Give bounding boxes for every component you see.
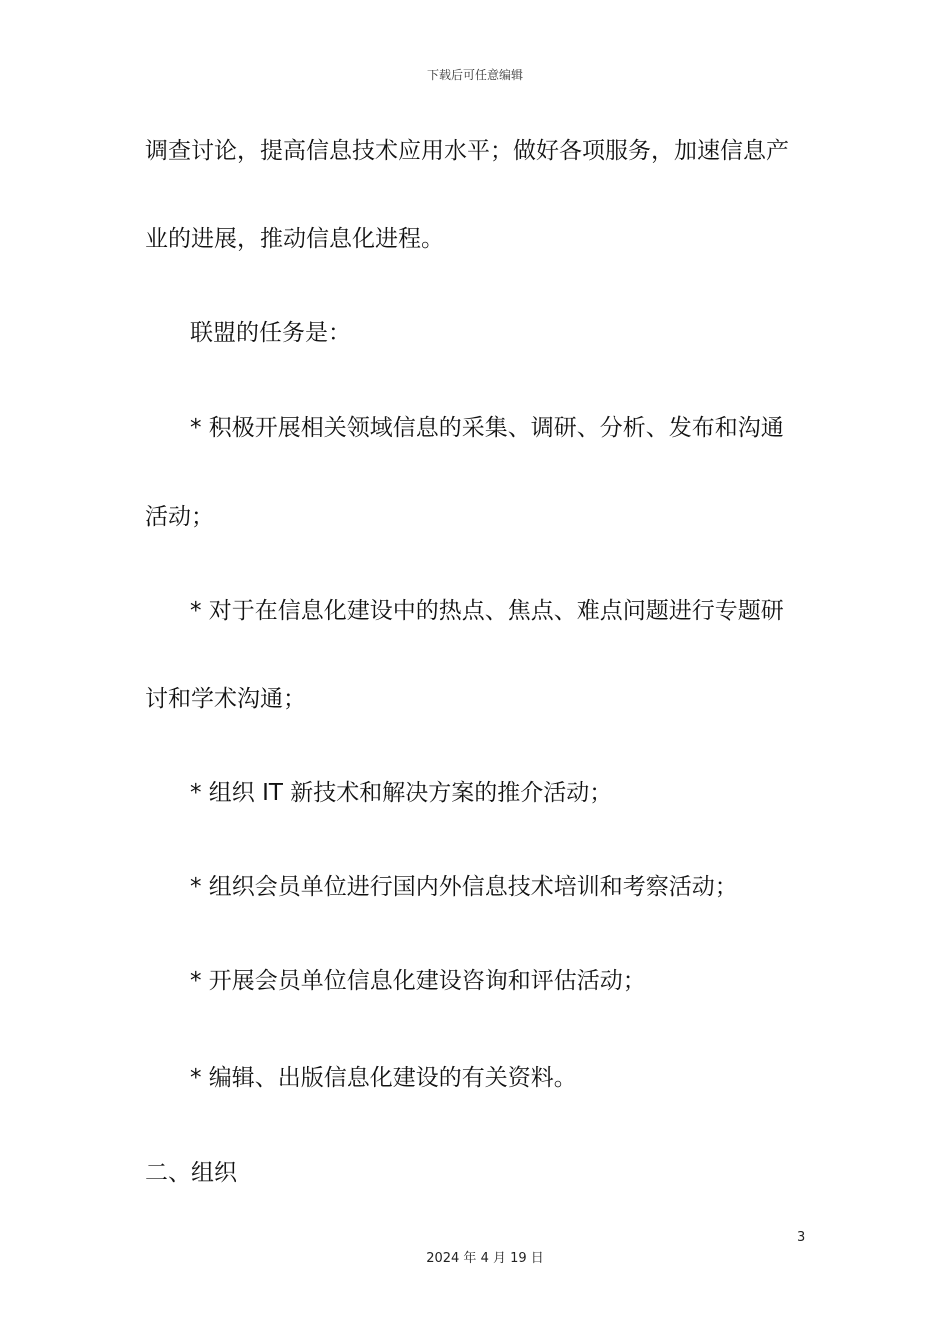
task-item-2: * 对于在信息化建设中的热点、焦点、难点问题进行专题研 <box>190 598 784 624</box>
page-header: 下载后可任意编辑 <box>426 68 523 82</box>
task-item-6: * 编辑、出版信息化建设的有关资料。 <box>190 1065 577 1091</box>
paragraph-line-2: 业的进展，推动信息化进程。 <box>145 226 444 252</box>
section-heading: 二、组织 <box>145 1160 237 1186</box>
footer-date: 2024 年 4 月 19 日 <box>426 1251 544 1266</box>
paragraph-line-1: 调查讨论，提高信息技术应用水平；做好各项服务，加速信息产 <box>145 138 789 164</box>
task-item-1: * 积极开展相关领域信息的采集、调研、分析、发布和沟通 <box>190 415 784 441</box>
task-intro: 联盟的任务是： <box>190 320 351 346</box>
task-item-5: * 开展会员单位信息化建设咨询和评估活动； <box>190 968 646 994</box>
task-item-4: * 组织会员单位进行国内外信息技术培训和考察活动； <box>190 874 738 900</box>
page-number: 3 <box>797 1230 806 1245</box>
task-item-2-cont: 讨和学术沟通； <box>145 686 306 712</box>
task-item-1-cont: 活动； <box>145 504 214 530</box>
task-item-3: * 组织 IT 新技术和解决方案的推介活动； <box>190 780 613 806</box>
